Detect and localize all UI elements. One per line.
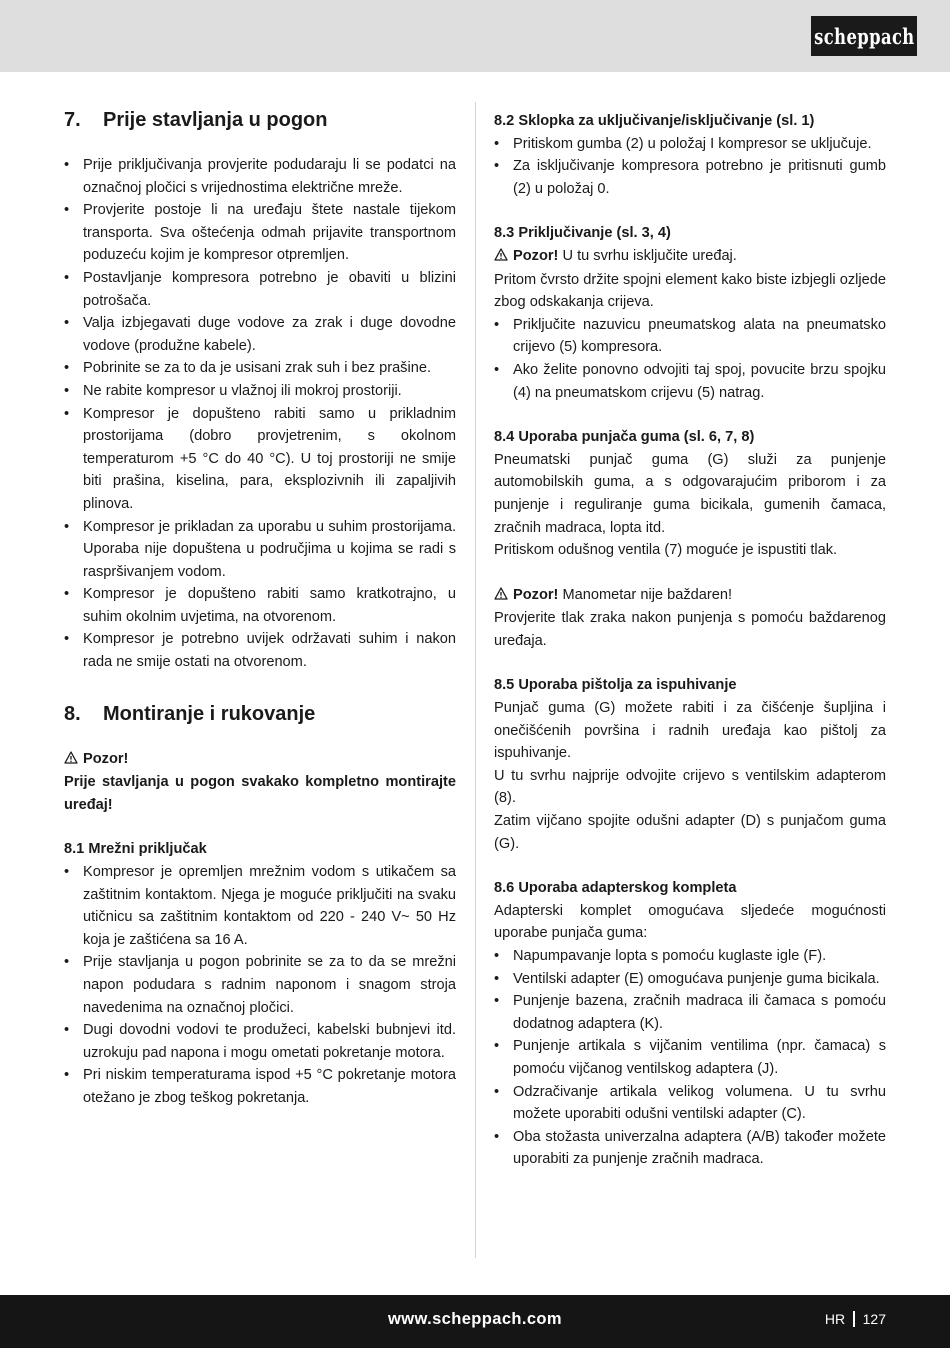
paragraph: Pneumatski punjač guma (G) služi za punjenje automobilskih guma, a s odgovarajućim priborom i za punjenje i reguliranje guma bicikala, gumenih čamaca, zračnih madraca, lopta itd.	[494, 451, 886, 536]
section-8-1-heading: 8.1 Mrežni priključak	[64, 841, 207, 858]
bullet-icon: •	[494, 1128, 500, 1145]
footer-page-info	[825, 1295, 886, 1348]
section-8-1-list	[64, 861, 456, 1110]
section-7-list	[64, 154, 456, 674]
footer-separator	[853, 1311, 855, 1327]
warning-heading	[64, 748, 456, 772]
list-item: • Pri niskim temperaturama ispod +5 °C pokretanje motora otežano je zbog teškog pokretanja.	[64, 1064, 456, 1109]
list-item: • Za isključivanje kompresora potrebno je pritisnuti gumb (2) u položaj 0.	[494, 155, 886, 200]
bullet-icon: •	[64, 405, 70, 422]
bullet-icon: •	[494, 361, 500, 378]
bullet-icon: •	[494, 1083, 500, 1100]
warning-triangle-icon	[494, 585, 508, 608]
paragraph: Punjač guma (G) možete rabiti i za čišćenje šupljina i onečišćenih površina i radnih uređaja kao pištolj za ispuhivanje.	[494, 700, 886, 762]
list-item: • Kompresor je prikladan za uporabu u suhim prostorijama. Uporaba nije dopuštena u područjima u kojima se radi s raspršivanjem vodom.	[64, 516, 456, 584]
warning-triangle-icon	[494, 246, 508, 269]
paragraph: Pritom čvrsto držite spojni element kako biste izbjegli ozljede zbog odskakanja crijeva.	[494, 271, 886, 311]
list-item: • Valja izbjegavati duge vodove za zrak i duge dovodne vodove (produžne kabele).	[64, 312, 456, 357]
paragraph: Provjerite tlak zraka nakon punjenja s pomoću baždarenog uređaja.	[494, 610, 886, 649]
section-8-3-list	[494, 314, 886, 404]
list-item: • Pobrinite se za to da je usisani zrak suh i bez prašine.	[64, 357, 456, 380]
section-title: Prije stavljanja u pogon	[103, 109, 328, 131]
list-item: • Prije stavljanja u pogon pobrinite se za to da se mrežni napon podudara s radnim naponom i snagom stroja navedenima na označnoj pločici.	[64, 951, 456, 1019]
list-item: • Oba stožasta univerzalna adaptera (A/B) također možete uporabiti za punjenje zračnih madraca.	[494, 1126, 886, 1171]
bullet-icon: •	[494, 1038, 500, 1055]
warning-triangle-icon	[64, 749, 78, 772]
bullet-icon: •	[494, 970, 500, 987]
warning-line	[494, 584, 886, 608]
section-8-2-list	[494, 133, 886, 201]
list-item: • Priključite nazuvicu pneumatskog alata na pneumatsko crijevo (5) kompresora.	[494, 314, 886, 359]
list-item: • Pritiskom gumba (2) u položaj I kompresor se uključuje.	[494, 133, 886, 156]
list-item: • Postavljanje kompresora potrebno je obaviti u blizini potrošača.	[64, 267, 456, 312]
list-item: • Kompresor je opremljen mrežnim vodom s utikačem sa zaštitnim kontaktom. Njega je moguće priključiti na svaku utičnicu sa zaštitnim kontaktom od 220 - 240 V~ 50 Hz koja je zaštićena sa 16 A.	[64, 861, 456, 951]
bullet-icon: •	[494, 993, 500, 1010]
section-number: 8.	[64, 702, 81, 725]
bullet-icon: •	[64, 864, 70, 881]
right-column	[494, 104, 886, 1171]
footer-page-number: 127	[862, 1311, 886, 1327]
section-8-4-heading: 8.4 Uporaba punjača guma (sl. 6, 7, 8)	[494, 429, 755, 446]
list-item: • Dugi dovodni vodovi te produžeci, kabelski bubnjevi itd. uzrokuju pad napona i mogu ometati pokretanje motora.	[64, 1019, 456, 1064]
bullet-icon: •	[64, 1022, 70, 1039]
bullet-icon: •	[64, 382, 70, 399]
warning-label: Pozor!	[83, 750, 129, 767]
bullet-icon: •	[494, 316, 500, 333]
bullet-icon: •	[64, 315, 70, 332]
paragraph: Pritiskom odušnog ventila (7) moguće je ispustiti tlak.	[494, 542, 838, 559]
bullet-icon: •	[64, 1067, 70, 1084]
list-item: • Prije priključivanja provjerite podudaraju li se podatci na označnoj pločici s vrijednostima električne mreže.	[64, 154, 456, 199]
paragraph: Zatim vijčano spojite odušni adapter (D) s punjačom guma (G).	[494, 813, 886, 852]
paragraph: U tu svrhu najprije odvojite crijevo s ventilskim adapterom (8).	[494, 767, 886, 807]
brand-logo-text: scheppach	[813, 23, 915, 49]
left-column	[64, 104, 456, 1110]
bullet-icon: •	[64, 954, 70, 971]
section-8-2-heading: 8.2 Sklopka za uključivanje/isključivanje (sl. 1)	[494, 113, 815, 129]
section-8-6-list	[494, 945, 886, 1171]
section-8-heading	[64, 700, 456, 728]
bullet-icon: •	[494, 135, 500, 152]
list-item: • Kompresor je potrebno uvijek održavati suhim i nakon rada ne smije ostati na otvorenom.	[64, 628, 456, 673]
footer-website-link[interactable]: www.scheppach.com	[388, 1310, 562, 1328]
list-item: • Punjenje artikala s vijčanim ventilima (npr. čamaca) s pomoću vijčanog ventilskog adaptera (J).	[494, 1035, 886, 1080]
bullet-icon: •	[494, 158, 500, 175]
section-7-heading	[64, 106, 456, 134]
warning-label: Pozor!	[513, 247, 559, 264]
brand-logo	[811, 16, 917, 56]
warning-text: Manometar nije baždaren!	[562, 586, 733, 603]
list-item: • Punjenje bazena, zračnih madraca ili čamaca s pomoću dodatnog adaptera (K).	[494, 990, 886, 1035]
header-band	[0, 0, 950, 72]
section-title: Montiranje i rukovanje	[103, 702, 316, 725]
section-8-3-heading: 8.3 Priključivanje (sl. 3, 4)	[494, 225, 671, 242]
list-item: • Odzračivanje artikala velikog volumena. U tu svrhu možete uporabiti odušni ventilski adapter (C).	[494, 1081, 886, 1126]
list-item: • Napumpavanje lopta s pomoću kuglaste igle (F).	[494, 945, 886, 968]
footer-language: HR	[824, 1311, 846, 1327]
list-item: • Ventilski adapter (E) omogućava punjenje guma bicikala.	[494, 968, 886, 991]
bullet-icon: •	[64, 631, 70, 648]
bullet-icon: •	[64, 269, 70, 286]
bullet-icon: •	[64, 157, 70, 173]
list-item: • Ako želite ponovno odvojiti taj spoj, povucite brzu spojku (4) na pneumatskom crijevu (5) natrag.	[494, 359, 886, 404]
list-item: • Kompresor je dopušteno rabiti samo u prikladnim prostorijama (dobro provjetrenim, s okolnom temperaturom +5 °C do 40 °C). U toj prostoriji ne smije biti prašina, kiselina, para, eksplozivnih ili zapaljivih plinova.	[64, 403, 456, 516]
warning-label: Pozor!	[513, 586, 559, 603]
bullet-icon: •	[64, 586, 70, 603]
warning-line	[494, 245, 886, 269]
section-8-5-heading: 8.5 Uporaba pištolja za ispuhivanje	[494, 677, 737, 694]
list-item: • Kompresor je dopušteno rabiti samo kratkotrajno, u suhim okolnim uvjetima, na otvorenom.	[64, 583, 456, 628]
bullet-icon: •	[64, 202, 70, 219]
section-number: 7.	[64, 109, 81, 131]
list-item: • Ne rabite kompresor u vlažnoj ili mokroj prostoriji.	[64, 380, 456, 403]
bullet-icon: •	[64, 360, 70, 377]
warning-text: Prije stavljanja u pogon svakako kompletno montirajte uređaj!	[64, 774, 456, 813]
paragraph: Adapterski komplet omogućava sljedeće mogućnosti uporabe punjača guma:	[494, 902, 886, 942]
section-8-6-heading: 8.6 Uporaba adapterskog kompleta	[494, 880, 737, 897]
warning-text: U tu svrhu isključite uređaj.	[562, 247, 737, 264]
bullet-icon: •	[494, 948, 500, 964]
bullet-icon: •	[64, 518, 70, 535]
column-divider	[475, 102, 476, 1258]
list-item: • Provjerite postoje li na uređaju štete nastale tijekom transporta. Sva oštećenja odmah prijavite transportnom poduzeću kojim je kompresor otpremljen.	[64, 199, 456, 267]
